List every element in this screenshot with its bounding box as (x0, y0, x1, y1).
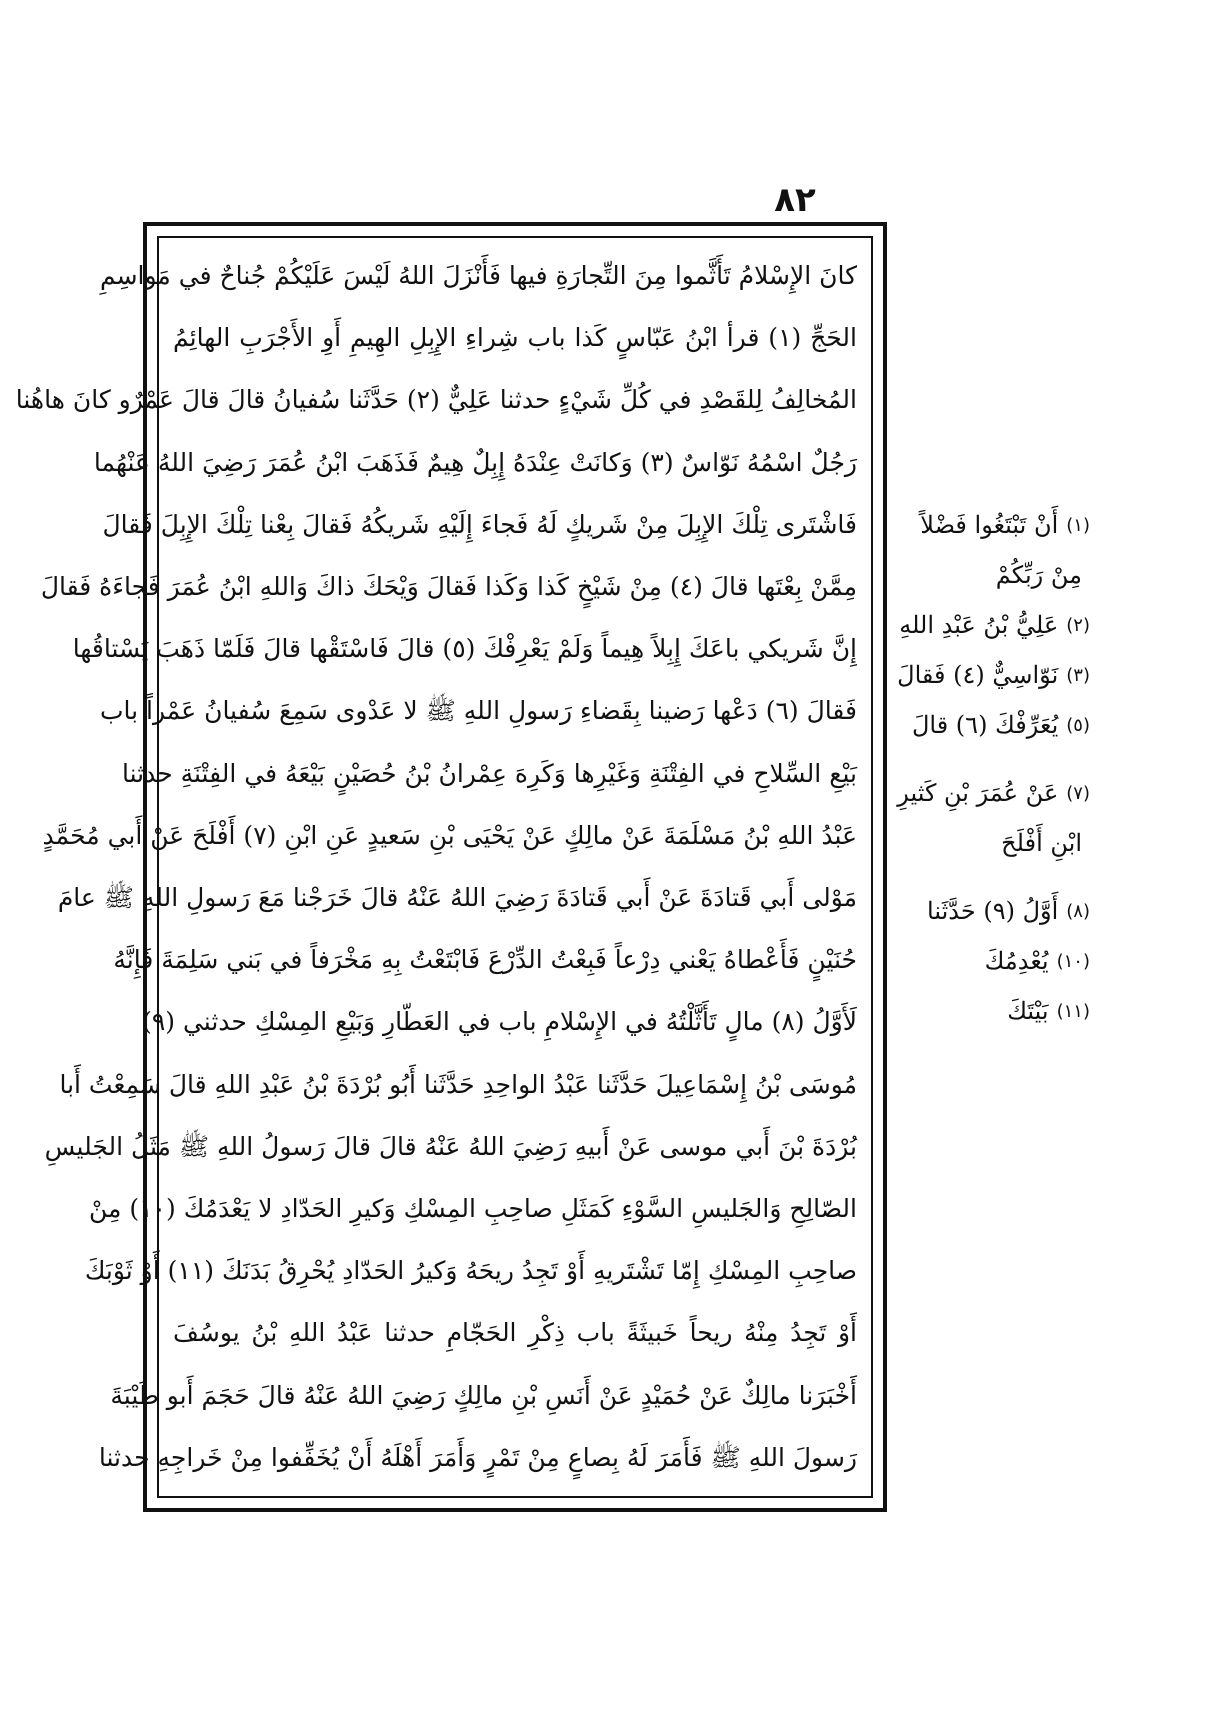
text-line: بَيْعِ السِّلاحِ في الفِتْنَةِ وَغَيْرِها وَكَرِهَ عِمْرانُ بْنُ حُصَيْنٍ بَيْعَهُ في الفِتْنَةِ حدثنا (121, 758, 857, 788)
text-line: إِنَّ شَريكي باعَكَ إِبِلاً هِيماً وَلَمْ يَعْرِفْكَ (٥) قالَ فَاسْتَقْها قالَ فَلَمّا ذَهَبَ يَسْتاقُها (72, 634, 857, 664)
text-line: مَوْلى أَبي قَتادَةَ عَنْ أَبي قَتادَةَ رَضِيَ اللهُ عَنْهُ قالَ خَرَجْنا مَعَ رَسولِ اللهِ ﷺ عامَ (57, 883, 857, 913)
text-frame-inner (15, 236, 873, 1498)
page-number: ٨٢ (774, 180, 816, 220)
margin-note (895, 705, 1090, 745)
margin-note-text: عَنْ عُمَرَ بْنِ كَثيرِ (897, 779, 1059, 807)
text-line: مِمَّنْ بِعْتَها قالَ (٤) مِنْ شَيْخٍ كَذا وَكَذا فَقالَ وَيْحَكَ ذاكَ وَاللهِ ابْنُ عُمَرَ فَجاءَهُ فَقالَ (40, 572, 857, 602)
text-line: لَأَوَّلُ (٨) مالٍ تَأَثَّلْتُهُ في الإِسْلامِ باب في العَطّارِ وَبَيْعِ المِسْكِ حدثني (٩) (142, 1007, 857, 1037)
margin-note (895, 991, 1090, 1031)
margin-note-number: (٨) (1066, 900, 1090, 922)
margin-note-number: (٢) (1066, 614, 1090, 636)
text-line: مُوسَى بْنُ إِسْمَاعِيلَ حَدَّثَنا عَبْدُ الواحِدِ حَدَّثَنا أَبُو بُرْدَةَ بْنُ عَبْدِ اللهِ قالَ سَمِعْتُ أَبا (59, 1069, 857, 1099)
margin-note-text: مِنْ رَبِّكُمْ (995, 561, 1082, 589)
margin-note (895, 941, 1090, 981)
text-line: الحَجِّ (١) قرأ ابْنُ عَبّاسٍ كَذا باب شِراءِ الإِبِلِ الهِيمِ أَوِ الأَجْرَبِ الهائِمُ (173, 323, 857, 353)
note-spacer (895, 755, 1090, 773)
text-line: حُنَيْنٍ فَأَعْطاهُ يَعْني دِرْعاً فَبِعْتُ الدِّرْعَ فَابْتَعْتُ بِهِ مَخْرَفاً في بَني سَلِمَةَ فَإِنَّهُ (113, 945, 857, 975)
margin-notes (895, 505, 1090, 1041)
text-line: فَقالَ (٦) دَعْها رَضينا بِقَضاءِ رَسولِ اللهِ ﷺ لا عَدْوى سَمِعَ سُفيانُ عَمْراً باب (99, 696, 857, 726)
margin-note (895, 891, 1090, 931)
text-line: رَجُلٌ اسْمُهُ نَوّاسٌ (٣) وَكانَتْ عِنْدَهُ إِبِلٌ هِيمٌ فَذَهَبَ ابْنُ عُمَرَ رَضِيَ اللهُ عَنْهُما (93, 447, 857, 477)
margin-note-text: ابْنِ أَفْلَحَ (1001, 829, 1082, 857)
margin-note-number: (٧) (1066, 782, 1090, 804)
margin-note (895, 655, 1090, 695)
text-line: عَبْدُ اللهِ بْنُ مَسْلَمَةَ عَنْ مالِكٍ عَنْ يَحْيَى بْنِ سَعيدٍ عَنِ ابْنِ (٧) أَفْلَحَ عَنْ أَبي مُحَمَّدٍ (42, 820, 857, 850)
text-line: صاحِبِ المِسْكِ إِمّا تَشْتَريهِ أَوْ تَجِدُ ريحَهُ وَكيرُ الحَدّادِ يُحْرِقُ بَدَنَكَ (١١) أَوْ ثَوْبَكَ (84, 1256, 857, 1286)
margin-note-text: بَيْتَكَ (1007, 997, 1049, 1025)
margin-note (895, 773, 1090, 813)
main-text-block (15, 252, 857, 1482)
margin-note (895, 823, 1090, 863)
margin-note-text: يُعْدِمُكَ (984, 947, 1049, 975)
margin-note (895, 605, 1090, 645)
text-line: بُرْدَةَ بْنَ أَبي موسى عَنْ أَبيهِ رَضِيَ اللهُ عَنْهُ قالَ قالَ رَسولُ اللهِ ﷺ مَثَلُ الجَليسِ (44, 1131, 857, 1161)
note-spacer (895, 873, 1090, 891)
text-line: رَسولَ اللهِ ﷺ فَأَمَرَ لَهُ بِصاعٍ مِنْ تَمْرٍ وَأَمَرَ أَهْلَهُ أَنْ يُخَفِّفوا مِنْ خَراجِهِ حدثنا (98, 1442, 857, 1472)
margin-note-text: نَوّاسِيٌّ (٤) فَقالَ (897, 661, 1059, 689)
margin-note-number: (١٠) (1056, 950, 1090, 972)
text-line: المُخالِفُ لِلقَصْدِ في كُلِّ شَيْءٍ حدثنا عَلِيٌّ (٢) حَدَّثَنا سُفيانُ قالَ قالَ عَمْرٌو كانَ هاهُنا (15, 385, 857, 415)
margin-note-number: (١) (1066, 514, 1090, 536)
margin-note-text: أَنْ تَبْتَغُوا فَضْلاً (920, 511, 1059, 539)
margin-note-number: (٣) (1066, 664, 1090, 686)
text-line: أَخْبَرَنا مالِكٌ عَنْ حُمَيْدٍ عَنْ أَنَسِ بْنِ مالِكٍ رَضِيَ اللهُ عَنْهُ قالَ حَجَمَ أَبو طَيْبَةَ (110, 1380, 857, 1410)
text-line: فَاشْتَرى تِلْكَ الإِبِلَ مِنْ شَريكٍ لَهُ فَجاءَ إِلَيْهِ شَريكُهُ فَقالَ بِعْنا تِلْكَ الإِبِلَ فَقالَ (102, 509, 857, 539)
margin-note-text: عَلِيُّ بْنُ عَبْدِ اللهِ (899, 611, 1059, 639)
margin-note (895, 555, 1090, 595)
margin-note-text: أَوَّلُ (٩) حَدَّثَنا (927, 897, 1059, 925)
margin-note-number: (٥) (1066, 714, 1090, 736)
margin-note (895, 505, 1090, 545)
margin-note-text: يُعَرِّفْكَ (٦) قالَ (911, 711, 1059, 739)
margin-note-number: (١١) (1056, 1000, 1090, 1022)
text-frame (15, 222, 887, 1512)
text-line: الصّالِحِ وَالجَليسِ السَّوْءِ كَمَثَلِ صاحِبِ المِسْكِ وَكيرِ الحَدّادِ لا يَعْدَمُكَ (١٠) مِنْ (89, 1194, 857, 1224)
text-line: أَوْ تَجِدُ مِنْهُ ريحاً خَبيثَةً باب ذِكْرِ الحَجّامِ حدثنا عَبْدُ اللهِ بْنُ يوسُفَ (173, 1318, 857, 1348)
text-line: كانَ الإِسْلامُ تَأَثَّموا مِنَ التِّجارَةِ فيها فَأَنْزَلَ اللهُ لَيْسَ عَلَيْكُمْ جُناحٌ في مَواسِمِ (99, 261, 857, 290)
